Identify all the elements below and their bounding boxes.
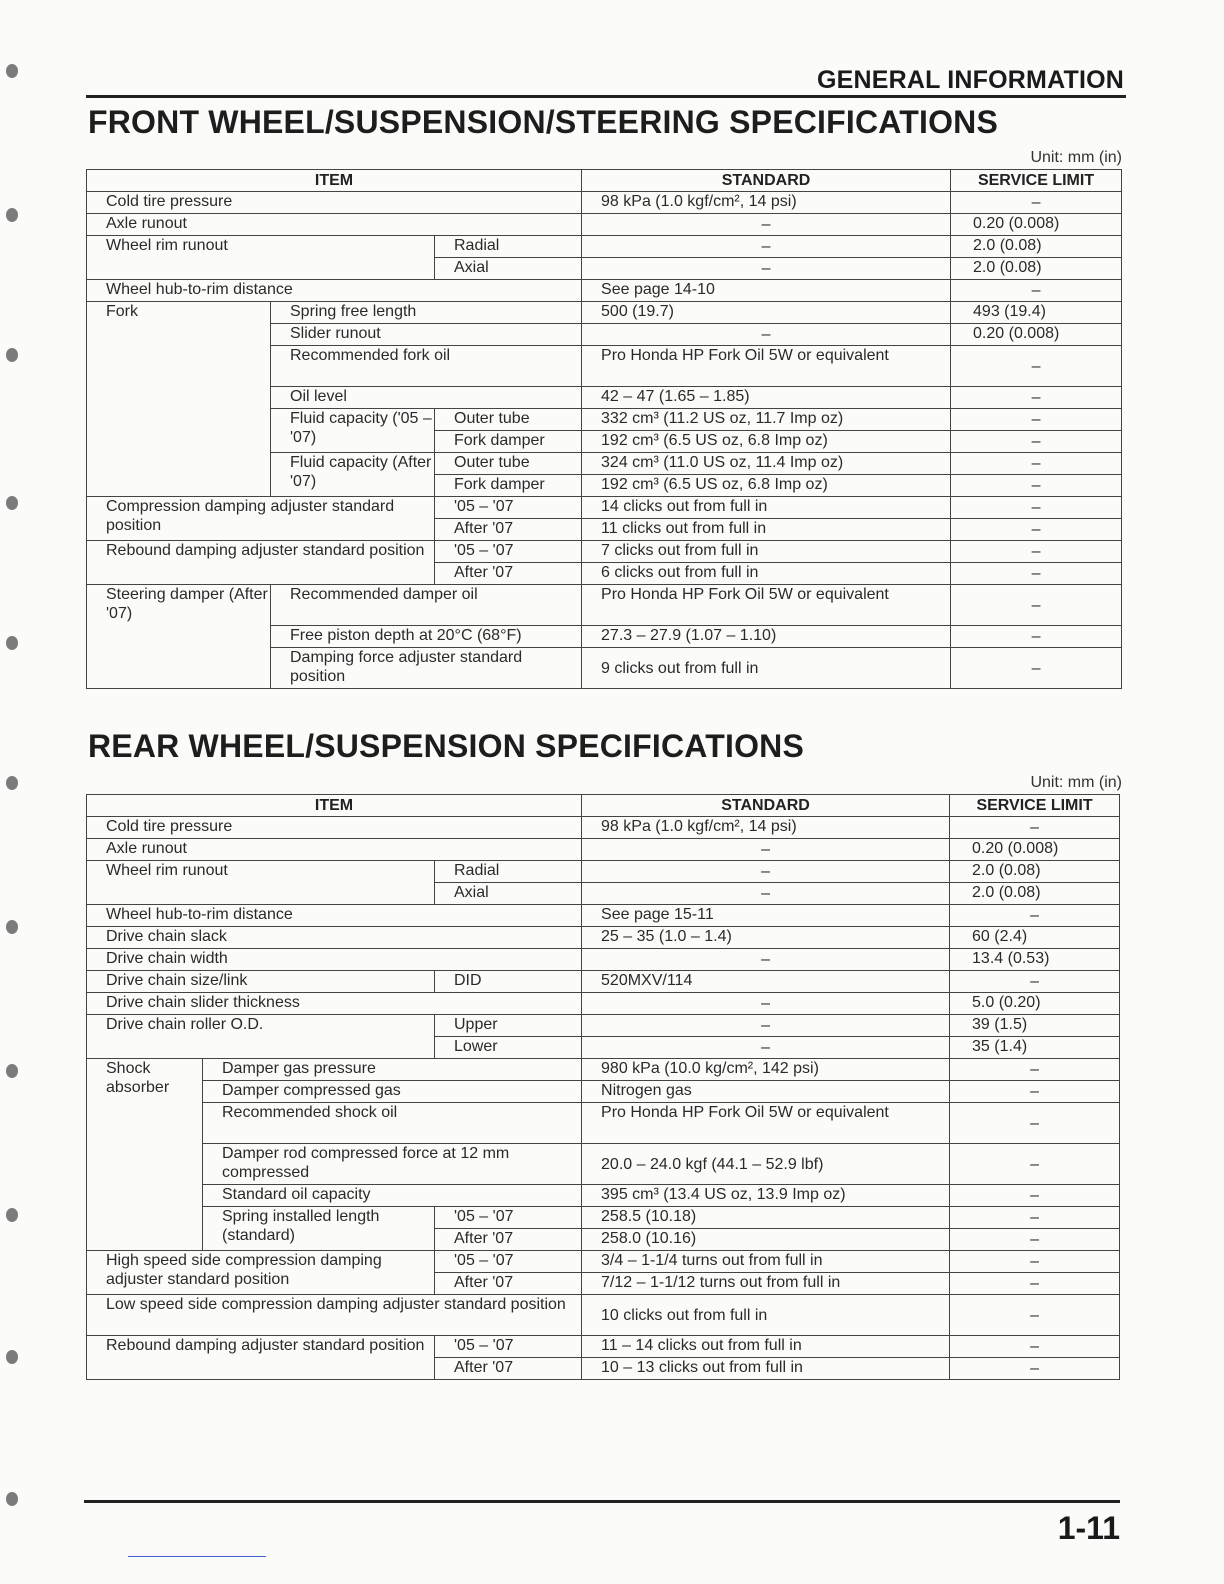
limit-value: 35 (1.4): [950, 1037, 1120, 1059]
sub-item-label: Free piston depth at 20°C (68°F): [271, 626, 582, 648]
sub-item-label: '05 – '07: [435, 497, 582, 519]
item-label: Wheel rim runout: [87, 861, 435, 905]
standard-value: –: [582, 236, 951, 258]
table-row: [87, 1059, 1120, 1081]
standard-value: 11 – 14 clicks out from full in: [582, 1336, 950, 1358]
item-label: Compression damping adjuster standard position: [87, 497, 435, 541]
item-label: Rebound damping adjuster standard position: [87, 1336, 435, 1380]
sub-item-label: '05 – '07: [435, 541, 582, 563]
item-label: Low speed side compression damping adjuster standard position: [87, 1295, 582, 1336]
standard-value: 520MXV/114: [582, 971, 950, 993]
standard-value: 192 cm³ (6.5 US oz, 6.8 Imp oz): [582, 475, 951, 497]
limit-value: –: [951, 497, 1122, 519]
table-row: [87, 214, 1122, 236]
limit-value: 0.20 (0.008): [951, 324, 1122, 346]
binder-hole: [6, 348, 18, 362]
table-row: [87, 839, 1120, 861]
front-spec-table: [86, 169, 1122, 689]
table-row: [87, 192, 1122, 214]
standard-value: –: [582, 1037, 950, 1059]
sub-item-label: Lower: [435, 1037, 582, 1059]
binder-hole: [6, 64, 18, 78]
limit-value: –: [951, 563, 1122, 585]
limit-value: 2.0 (0.08): [951, 258, 1122, 280]
standard-value: –: [582, 861, 950, 883]
sub-sub-item-label: Fork damper: [435, 431, 582, 453]
standard-value: 14 clicks out from full in: [582, 497, 951, 519]
standard-value: Pro Honda HP Fork Oil 5W or equivalent: [582, 1103, 950, 1144]
item-label: Drive chain size/link: [87, 971, 435, 993]
limit-value: –: [950, 1295, 1120, 1336]
table-row: [87, 993, 1120, 1015]
sub-item-label: Fluid capacity ('05 – '07): [271, 409, 435, 453]
limit-value: 2.0 (0.08): [950, 883, 1120, 905]
standard-value: 332 cm³ (11.2 US oz, 11.7 Imp oz): [582, 409, 951, 431]
item-label: Drive chain slider thickness: [87, 993, 582, 1015]
page-number: 1-11: [1057, 1510, 1120, 1546]
standard-value: Nitrogen gas: [582, 1081, 950, 1103]
sub-item-label: Spring installed length (standard): [203, 1207, 435, 1251]
sub-item-label: After '07: [435, 1273, 582, 1295]
table-row: [87, 497, 1122, 519]
standard-value: –: [582, 324, 951, 346]
header-item: ITEM: [87, 795, 582, 817]
standard-value: 395 cm³ (13.4 US oz, 13.9 Imp oz): [582, 1185, 950, 1207]
table-row: [87, 1185, 1120, 1207]
standard-value: –: [582, 993, 950, 1015]
table-row: [87, 1207, 1120, 1229]
limit-value: –: [951, 192, 1122, 214]
limit-value: –: [951, 453, 1122, 475]
sub-sub-item-label: Outer tube: [435, 453, 582, 475]
limit-value: –: [951, 541, 1122, 563]
rear-unit-note: Unit: mm (in): [1030, 774, 1122, 791]
limit-value: –: [950, 1207, 1120, 1229]
item-label: Fork: [87, 302, 271, 497]
item-label: Wheel hub-to-rim distance: [87, 280, 582, 302]
sub-item-label: Upper: [435, 1015, 582, 1037]
standard-value: 10 clicks out from full in: [582, 1295, 950, 1336]
item-label: Axle runout: [87, 214, 582, 236]
table-row: [87, 1251, 1120, 1273]
sub-sub-item-label: Outer tube: [435, 409, 582, 431]
sub-item-label: Slider runout: [271, 324, 582, 346]
sub-sub-item-label: After '07: [435, 1229, 582, 1251]
front-section-title: FRONT WHEEL/SUSPENSION/STEERING SPECIFICATIONS: [88, 104, 999, 140]
limit-value: –: [951, 280, 1122, 302]
limit-value: –: [950, 1059, 1120, 1081]
header-service-limit: SERVICE LIMIT: [950, 795, 1120, 817]
table-row: [87, 541, 1122, 563]
limit-value: 13.4 (0.53): [950, 949, 1120, 971]
sub-item-label: Recommended damper oil: [271, 585, 582, 626]
standard-value: –: [582, 839, 950, 861]
binder-hole: [6, 1064, 18, 1078]
limit-value: 493 (19.4): [951, 302, 1122, 324]
limit-value: 0.20 (0.008): [950, 839, 1120, 861]
table-row: [87, 971, 1120, 993]
table-row: [87, 905, 1120, 927]
standard-value: Pro Honda HP Fork Oil 5W or equivalent: [582, 346, 951, 387]
table-row: [87, 1295, 1120, 1336]
sub-item-label: Damper rod compressed force at 12 mm compressed: [203, 1144, 582, 1185]
table-row: [87, 1144, 1120, 1185]
sub-item-label: Recommended shock oil: [203, 1103, 582, 1144]
sub-item-label: Damper compressed gas: [203, 1081, 582, 1103]
limit-value: –: [950, 1251, 1120, 1273]
table-row: [87, 1336, 1120, 1358]
limit-value: –: [951, 519, 1122, 541]
item-label: Drive chain width: [87, 949, 582, 971]
section-header: GENERAL INFORMATION: [816, 66, 1124, 94]
item-label: Cold tire pressure: [87, 817, 582, 839]
limit-value: –: [950, 817, 1120, 839]
scan-artifact-line: [128, 1556, 266, 1557]
sub-item-label: After '07: [435, 563, 582, 585]
standard-value: 258.5 (10.18): [582, 1207, 950, 1229]
standard-value: 7 clicks out from full in: [582, 541, 951, 563]
rear-spec-table: [86, 794, 1120, 1380]
item-label: Rebound damping adjuster standard position: [87, 541, 435, 585]
standard-value: 258.0 (10.16): [582, 1229, 950, 1251]
table-row: [87, 585, 1122, 626]
limit-value: –: [951, 626, 1122, 648]
standard-value: Pro Honda HP Fork Oil 5W or equivalent: [582, 585, 951, 626]
table-row: [87, 236, 1122, 258]
limit-value: –: [951, 585, 1122, 626]
sub-item-label: '05 – '07: [435, 1336, 582, 1358]
sub-item-label: Fluid capacity (After '07): [271, 453, 435, 497]
limit-value: –: [950, 1103, 1120, 1144]
standard-value: 10 – 13 clicks out from full in: [582, 1358, 950, 1380]
table-row: [87, 817, 1120, 839]
standard-value: 324 cm³ (11.0 US oz, 11.4 Imp oz): [582, 453, 951, 475]
standard-value: 6 clicks out from full in: [582, 563, 951, 585]
table-header-row: [87, 170, 1122, 192]
front-unit-note: Unit: mm (in): [1030, 149, 1122, 166]
binder-hole: [6, 1350, 18, 1364]
sub-item-label: Damper gas pressure: [203, 1059, 582, 1081]
standard-value: 20.0 – 24.0 kgf (44.1 – 52.9 lbf): [582, 1144, 950, 1185]
binder-hole: [6, 208, 18, 222]
header-standard: STANDARD: [582, 170, 951, 192]
header-rule: [86, 95, 1126, 98]
sub-item-label: Axial: [435, 883, 582, 905]
limit-value: 2.0 (0.08): [950, 861, 1120, 883]
standard-value: –: [582, 214, 951, 236]
table-row: [87, 1081, 1120, 1103]
item-label: Wheel hub-to-rim distance: [87, 905, 582, 927]
standard-value: 11 clicks out from full in: [582, 519, 951, 541]
footer-rule: [84, 1500, 1120, 1503]
binder-hole: [6, 776, 18, 790]
limit-value: –: [950, 1185, 1120, 1207]
item-label: Wheel rim runout: [87, 236, 435, 280]
sub-sub-item-label: '05 – '07: [435, 1207, 582, 1229]
limit-value: –: [951, 409, 1122, 431]
sub-item-label: Axial: [435, 258, 582, 280]
limit-value: –: [950, 1144, 1120, 1185]
standard-value: 98 kPa (1.0 kgf/cm², 14 psi): [582, 192, 951, 214]
limit-value: –: [951, 475, 1122, 497]
limit-value: –: [950, 1336, 1120, 1358]
item-label: High speed side compression damping adjuster standard position: [87, 1251, 435, 1295]
sub-sub-item-label: Fork damper: [435, 475, 582, 497]
sub-item-label: Oil level: [271, 387, 582, 409]
limit-value: –: [950, 971, 1120, 993]
sub-item-label: DID: [435, 971, 582, 993]
standard-value: 7/12 – 1-1/12 turns out from full in: [582, 1273, 950, 1295]
limit-value: –: [950, 1081, 1120, 1103]
standard-value: 27.3 – 27.9 (1.07 – 1.10): [582, 626, 951, 648]
limit-value: –: [951, 431, 1122, 453]
standard-value: –: [582, 258, 951, 280]
sub-item-label: After '07: [435, 1358, 582, 1380]
item-label: Steering damper (After '07): [87, 585, 271, 689]
limit-value: 0.20 (0.008): [951, 214, 1122, 236]
item-label: Drive chain roller O.D.: [87, 1015, 435, 1059]
sub-item-label: Radial: [435, 861, 582, 883]
table-row: [87, 280, 1122, 302]
table-row: [87, 1103, 1120, 1144]
standard-value: 98 kPa (1.0 kgf/cm², 14 psi): [582, 817, 950, 839]
limit-value: 60 (2.4): [950, 927, 1120, 949]
table-header-row: [87, 795, 1120, 817]
item-label: Cold tire pressure: [87, 192, 582, 214]
standard-value: 25 – 35 (1.0 – 1.4): [582, 927, 950, 949]
table-row: [87, 1015, 1120, 1037]
binder-hole: [6, 1208, 18, 1222]
limit-value: –: [950, 1358, 1120, 1380]
standard-value: –: [582, 1015, 950, 1037]
sub-item-label: Recommended fork oil: [271, 346, 582, 387]
limit-value: –: [951, 346, 1122, 387]
limit-value: –: [951, 387, 1122, 409]
standard-value: 9 clicks out from full in: [582, 648, 951, 689]
standard-value: 3/4 – 1-1/4 turns out from full in: [582, 1251, 950, 1273]
binder-hole: [6, 920, 18, 934]
binder-hole: [6, 636, 18, 650]
item-label: Shock absorber: [87, 1059, 203, 1251]
sub-item-label: Spring free length: [271, 302, 582, 324]
limit-value: –: [950, 1229, 1120, 1251]
binder-hole: [6, 496, 18, 510]
limit-value: 39 (1.5): [950, 1015, 1120, 1037]
rear-section-title: REAR WHEEL/SUSPENSION SPECIFICATIONS: [88, 728, 805, 764]
standard-value: 500 (19.7): [582, 302, 951, 324]
header-item: ITEM: [87, 170, 582, 192]
sub-item-label: Damping force adjuster standard position: [271, 648, 582, 689]
table-row: [87, 949, 1120, 971]
sub-item-label: Standard oil capacity: [203, 1185, 582, 1207]
limit-value: 2.0 (0.08): [951, 236, 1122, 258]
standard-value: See page 15-11: [582, 905, 950, 927]
sub-item-label: After '07: [435, 519, 582, 541]
limit-value: –: [950, 1273, 1120, 1295]
table-row: [87, 302, 1122, 324]
standard-value: See page 14-10: [582, 280, 951, 302]
item-label: Drive chain slack: [87, 927, 582, 949]
binder-hole: [6, 1492, 18, 1506]
limit-value: –: [950, 905, 1120, 927]
item-label: Axle runout: [87, 839, 582, 861]
header-standard: STANDARD: [582, 795, 950, 817]
standard-value: 980 kPa (10.0 kg/cm², 142 psi): [582, 1059, 950, 1081]
standard-value: 42 – 47 (1.65 – 1.85): [582, 387, 951, 409]
limit-value: –: [951, 648, 1122, 689]
limit-value: 5.0 (0.20): [950, 993, 1120, 1015]
standard-value: 192 cm³ (6.5 US oz, 6.8 Imp oz): [582, 431, 951, 453]
standard-value: –: [582, 949, 950, 971]
sub-item-label: '05 – '07: [435, 1251, 582, 1273]
table-row: [87, 861, 1120, 883]
standard-value: –: [582, 883, 950, 905]
header-service-limit: SERVICE LIMIT: [951, 170, 1122, 192]
sub-item-label: Radial: [435, 236, 582, 258]
table-row: [87, 927, 1120, 949]
